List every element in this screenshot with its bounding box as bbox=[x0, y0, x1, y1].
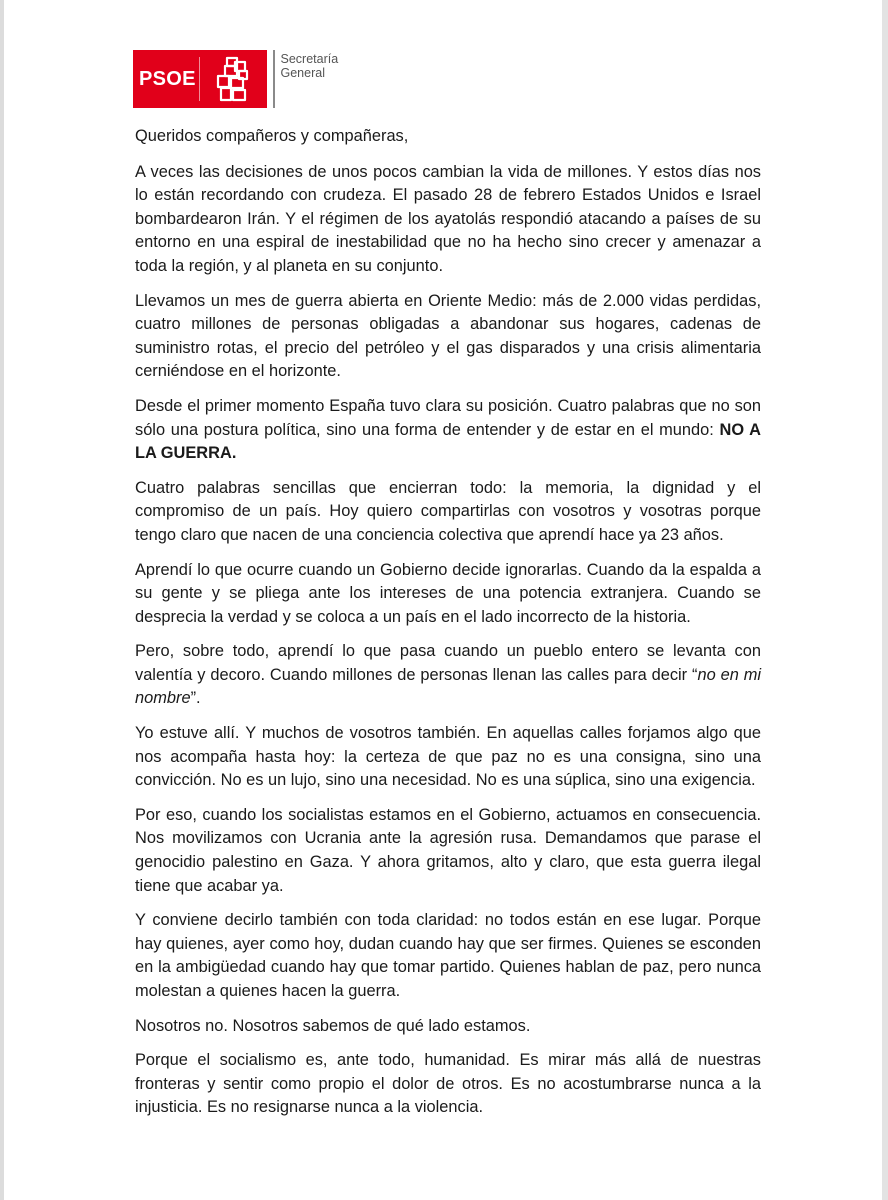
logo-divider-line bbox=[273, 50, 275, 108]
logo-separator bbox=[199, 57, 200, 101]
subtitle-line-2: General bbox=[280, 66, 325, 80]
fist-rose-icon bbox=[209, 54, 259, 104]
paragraph-1: A veces las decisiones de unos pocos cambian la vida de millones. Y estos días nos lo están recordando con crudeza. El pasado 28 de febrero Estados Unidos e Israel bombardearon Irán. Y el régimen de los ayatolás respondió atacando a países de su entorno en una espiral de inestabilidad que no ha hecho sino crecer y amenazar a toda la región, y al planeta en su conjunto. bbox=[135, 162, 761, 275]
paragraph-11: Porque el socialismo es, ante todo, humanidad. Es mirar más allá de nuestras fronteras y sentir como propio el dolor de otros. Es no acostumbrarse nunca a la injusticia. Es no resignarse nunca a la violencia. bbox=[135, 1051, 761, 1117]
paragraph-9: Y conviene decirlo también con toda claridad: no todos están en ese lugar. Porque hay quienes, ayer como hoy, dudan cuando hay que ser firmes. Quienes se esconden en la ambigüedad cuando hay que tomar partido. Quienes hablan de paz, pero nunca molestan a quienes hacen la guerra. bbox=[135, 911, 761, 1000]
paragraph-5: Aprendí lo que ocurre cuando un Gobierno decide ignorarlas. Cuando da la espalda a su gente y se pliega ante los intereses de una potencia extranjera. Cuando se desprecia la verdad y se coloca a un país en el lado incorrecto de la historia. bbox=[135, 560, 761, 626]
letter-body bbox=[135, 125, 761, 1131]
paragraph-7: Yo estuve allí. Y muchos de vosotros también. En aquellas calles forjamos algo que nos acompaña hasta hoy: la certeza de que paz no es una consigna, sino una convicción. No es un lujo, sino una necesidad. No es una súplica, sino una exigencia. bbox=[135, 724, 761, 790]
paragraph-10: Nosotros no. Nosotros sabemos de qué lado estamos. bbox=[135, 1016, 531, 1035]
psoe-logo bbox=[133, 50, 338, 108]
logo-wordmark: PSOE bbox=[139, 67, 196, 90]
paragraph-4: Cuatro palabras sencillas que encierran todo: la memoria, la dignidad y el compromiso de un país. Hoy quiero compartirlas con vosotros y vosotras porque tengo claro que nacen de una conciencia colectiva que aprendí hace ya 23 años. bbox=[135, 478, 761, 544]
paragraph-3 bbox=[135, 395, 761, 466]
no-a-la-guerra-emphasis: NO A LA GUERRA. bbox=[135, 420, 761, 463]
page-edge-right bbox=[882, 0, 888, 1200]
logo-red-block bbox=[133, 50, 267, 108]
paragraph-8: Por eso, cuando los socialistas estamos en el Gobierno, actuamos en consecuencia. Nos movilizamos con Ucrania ante la agresión rusa. Demandamos que parase el genocidio palestino en Gaza. Y ahora gritamos, alto y claro, que esta guerra ilegal tiene que acabar ya. bbox=[135, 805, 761, 895]
salutation: Queridos compañeros y compañeras, bbox=[135, 127, 409, 145]
paragraph-6-end: ”. bbox=[190, 689, 201, 708]
paragraph-6-text: Pero, sobre todo, aprendí lo que pasa cuando un pueblo entero se levanta con valentía y decoro. Cuando millones de personas llenan las calles para decir “ bbox=[135, 642, 761, 684]
paragraph-2: Llevamos un mes de guerra abierta en Oriente Medio: más de 2.000 vidas perdidas, cuatro millones de personas obligadas a abandonar sus hogares, cadenas de suministro rotas, el precio del petróleo y el gas disparados y una crisis alimentaria cerniéndose en el horizonte. bbox=[135, 291, 761, 381]
subtitle-line-1: Secretaría bbox=[280, 52, 339, 66]
page-edge-left bbox=[0, 0, 4, 1200]
letter-page bbox=[4, 0, 882, 1200]
no-en-mi-nombre-quote: no en mi nombre bbox=[135, 665, 761, 708]
paragraph-6 bbox=[135, 640, 761, 711]
paragraph-3-text: Desde el primer momento España tuvo clara su posición. Cuatro palabras que no son sólo una postura política, sino una forma de entender y de estar en el mundo: bbox=[135, 396, 761, 439]
logo-subtitle bbox=[281, 52, 339, 108]
